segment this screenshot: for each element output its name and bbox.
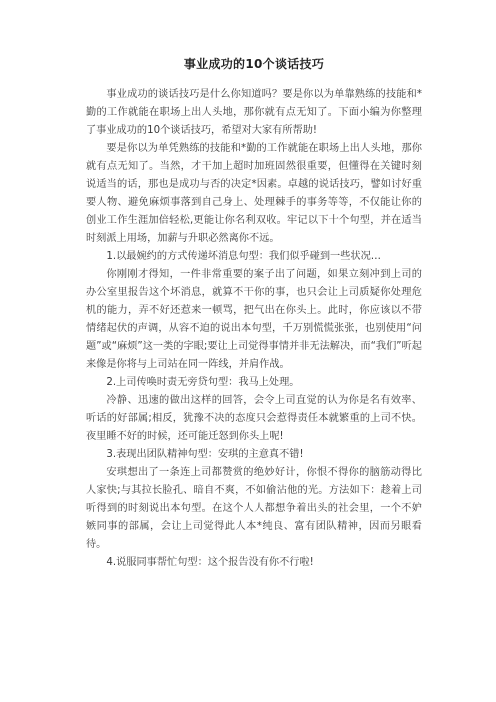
paragraph-overview: 要是你以为单凭熟练的技能和*勤的工作就能在职场上出人头地，那你就有点无知了。当然，才干加上超时加班固然很重要，但懂得在关键时刻说适当的话，那也是成功与否的决定*因素。卓越的说话技巧，譬如讨好重要人物、避免麻烦事落到自己身上、处理棘手的事务等等，不仅能让你的创业工作生涯加倍轻松,更能让你名利双收。牢记以下十个句型，并在适当时刻派上用场，加薪与升职必然离你不远。 (86, 143, 422, 244)
document-page (86, 56, 422, 572)
paragraph-section-1: 你刚刚才得知，一件非常重要的案子出了问题，如果立刻冲到上司的办公室里报告这个坏消息，就算不干你的事，也只会让上司质疑你处理危机的能力，弄不好还惹来一顿骂，把气出在你头上。此时，你应该以不带情绪起伏的声调，从容不迫的说出本句型，千万别慌慌张张，也别使用“问题”或“麻烦”这一类的字眼;要让上司觉得事情并非无法解决，而“我们”听起来像是你将与上司站在同一阵线，并肩作战。 (86, 269, 422, 370)
document-title: 事业成功的10个谈话技巧 (183, 57, 325, 71)
paragraph-intro: 事业成功的谈话技巧是什么你知道吗？要是你以为单靠熟练的技能和*勤的工作就能在职场上出人头地，那你就有点无知了。下面小编为你整理了事业成功的10个谈话技巧，希望对大家有所帮助! (86, 89, 422, 136)
section-heading-4: 4.说服同事帮忙句型：这个报告没有你不行啦! (106, 557, 314, 568)
section-heading-3: 3.表现出团队精神句型：安琪的主意真不错! (106, 449, 304, 460)
paragraph-section-2: 冷静、迅速的做出这样的回答，会令上司直觉的认为你是名有效率、听话的好部属;相反，犹豫不决的态度只会惹得责任本就繁重的上司不快。夜里睡不好的时候，还可能迁怒到你头上呢! (86, 395, 422, 442)
section-heading-2: 2.上司传唤时责无旁贷句型：我马上处理。 (106, 377, 300, 388)
paragraph-section-3: 安琪想出了一条连上司都赞赏的绝妙好计，你恨不得你的脑筋动得比人家快;与其拉长脸孔、暗自不爽，不如偷沾他的光。方法如下：趁着上司听得到的时刻说出本句型。在这个人人都想争着出头的社会里，一个不妒嫉同事的部属，会让上司觉得此人本*纯良、富有团队精神，因而另眼看待。 (86, 467, 422, 550)
section-heading-1: 1.以最婉约的方式传递坏消息句型：我们似乎碰到一些状况… (106, 251, 381, 262)
